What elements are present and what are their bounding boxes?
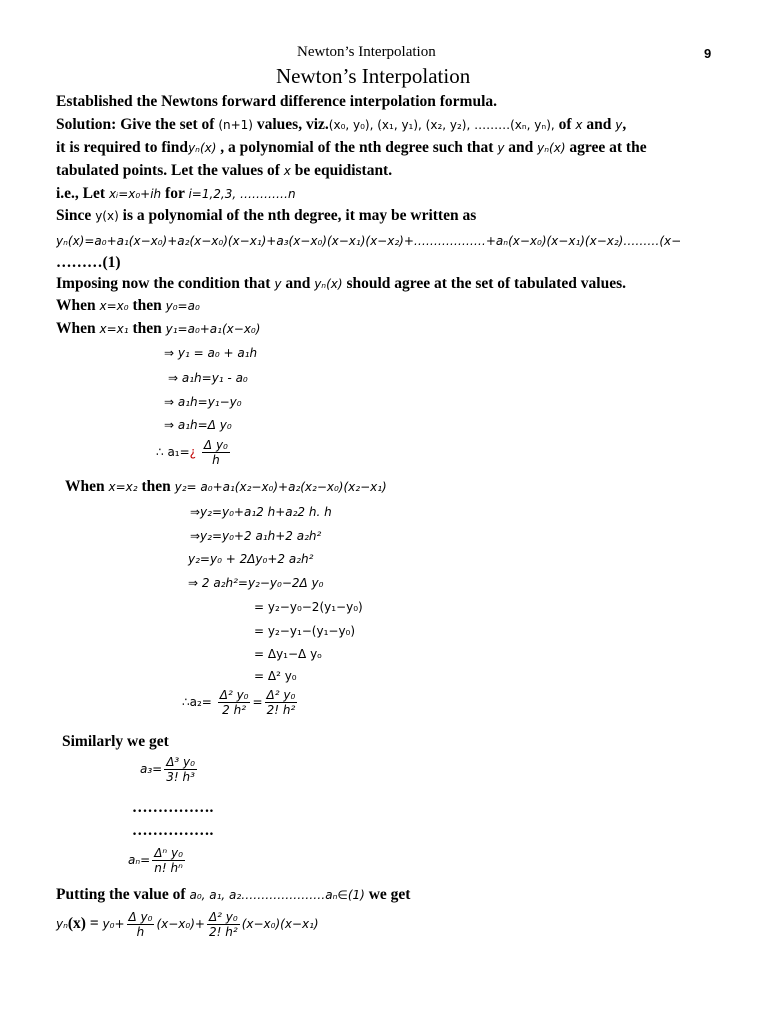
case-x2: When x=x₂ then y₂= a₀+a₁(x₂−x₀)+a₂(x₂−x₀)(x₂−x₁) <box>65 478 387 495</box>
step-a1-3: ⇒ a₁h=y₁−y₀ <box>164 395 242 409</box>
result-a1: ∴ a₁=¿ $\frac{\text{Δ y₀}}{h}$ <box>156 438 228 467</box>
case-x1: When x=x₁ then y₁=a₀+a₁(x−x₀) <box>56 320 261 337</box>
solution-line-1: Solution: Give the set of (n+1) values, viz.(x₀, y₀), (x₁, y₁), (x₂, y₂), ………(xₙ, yₙ), of x and y, <box>56 116 627 133</box>
equation-number: ………(1) <box>56 254 121 271</box>
final-formula: yₙ(x) = y₀+ $\frac{\text{Δ y₀}}{h}$ (x−x₀)+ $\frac{\text{Δ² y₀}}{\text{2! h²}}$ (x−x₀)(x−x₁) <box>56 910 319 939</box>
substitution-line: Putting the value of a₀, a₁, a₂…………………aₙ∈(1) we get <box>56 886 411 903</box>
similarly-line: Similarly we get <box>62 733 169 750</box>
fraction-final-2: $\frac{\text{Δ² y₀}}{\text{2! h²}}$ <box>208 910 238 939</box>
fraction-a2-first: $\frac{\text{Δ² y₀}}{\text{2 h²}}$ <box>219 688 249 717</box>
step-a2-1: ⇒y₂=y₀+a₁2 h+a₂2 h. h <box>190 505 332 519</box>
result-a3: a₃= $\frac{\text{Δ³ y₀}}{\text{3! h³}}$ <box>140 755 195 784</box>
result-an: aₙ= $\frac{\text{Δⁿ y₀}}{\text{n! hⁿ}}$ <box>128 846 183 875</box>
result-a2: ∴a₂= $\frac{\text{Δ² y₀}}{\text{2 h²}}$ = $\frac{\text{Δ² y₀}}{\text{2! h²}}$ <box>182 688 296 717</box>
polynomial-equation: yₙ(x)=a₀+a₁(x−x₀)+a₂(x−x₀)(x−x₁)+a₃(x−x₀)(x−x₁)(x−x₂)+………………+aₙ(x−x₀)(x−x₁)(x−x₂)………(x− <box>56 234 682 248</box>
step-a2-7: = Δy₁−Δ yₒ <box>254 647 323 661</box>
fraction-an: $\frac{\text{Δⁿ y₀}}{\text{n! hⁿ}}$ <box>154 846 183 875</box>
continuation-dots-2: ……………. <box>132 822 214 839</box>
step-a1-4: ⇒ a₁h=Δ y₀ <box>164 418 232 432</box>
solution-label: Solution: <box>56 116 117 133</box>
fraction-a3: $\frac{\text{Δ³ y₀}}{\text{3! h³}}$ <box>166 755 195 784</box>
fraction-a1: $\frac{\text{Δ y₀}}{h}$ <box>203 438 228 467</box>
step-a2-2: ⇒y₂=y₀+2 a₁h+2 a₂h² <box>190 529 322 543</box>
condition-line: Imposing now the condition that y and yₙ(x) should agree at the set of tabulated values. <box>56 275 627 292</box>
polynomial-intro: Since y(x) is a polynomial of the nth degree, it may be written as <box>56 207 477 224</box>
running-header: Newton’s Interpolation <box>297 44 436 60</box>
step-a2-8: = Δ² y₀ <box>254 669 297 683</box>
step-a1-1: ⇒ y₁ = a₀ + a₁h <box>164 346 258 360</box>
equidistant-line: i.e., Let xᵢ=x₀+ih for i=1,2,3, …………n <box>56 185 296 202</box>
continuation-dots-1: ……………. <box>132 799 214 816</box>
step-a2-5: = y₂−y₀−2(y₁−y₀) <box>254 600 363 614</box>
step-a2-6: = y₂−y₁−(y₁−y₀) <box>254 624 356 638</box>
step-a2-4: ⇒ 2 a₂h²=y₂−y₀−2Δ y₀ <box>188 576 324 590</box>
fraction-final-1: $\frac{\text{Δ y₀}}{h}$ <box>128 910 153 939</box>
solution-line-3: tabulated points. Let the values of x be equidistant. <box>56 162 393 179</box>
fraction-a2-second: $\frac{\text{Δ² y₀}}{\text{2! h²}}$ <box>266 688 296 717</box>
solution-line-2: it is required to findyₙ(x) , a polynomial of the nth degree such that y and yₙ(x) agree at the <box>56 139 647 156</box>
step-a2-3: y₂=y₀ + 2Δy₀+2 a₂h² <box>188 552 314 566</box>
step-a1-2: ⇒ a₁h=y₁ - a₀ <box>168 371 248 385</box>
page-number: 9 <box>704 46 712 61</box>
case-x0: When x=x₀ then y₀=a₀ <box>56 297 200 314</box>
page-title: Newton’s Interpolation <box>276 64 471 88</box>
problem-statement: Established the Newtons forward difference interpolation formula. <box>56 93 498 110</box>
